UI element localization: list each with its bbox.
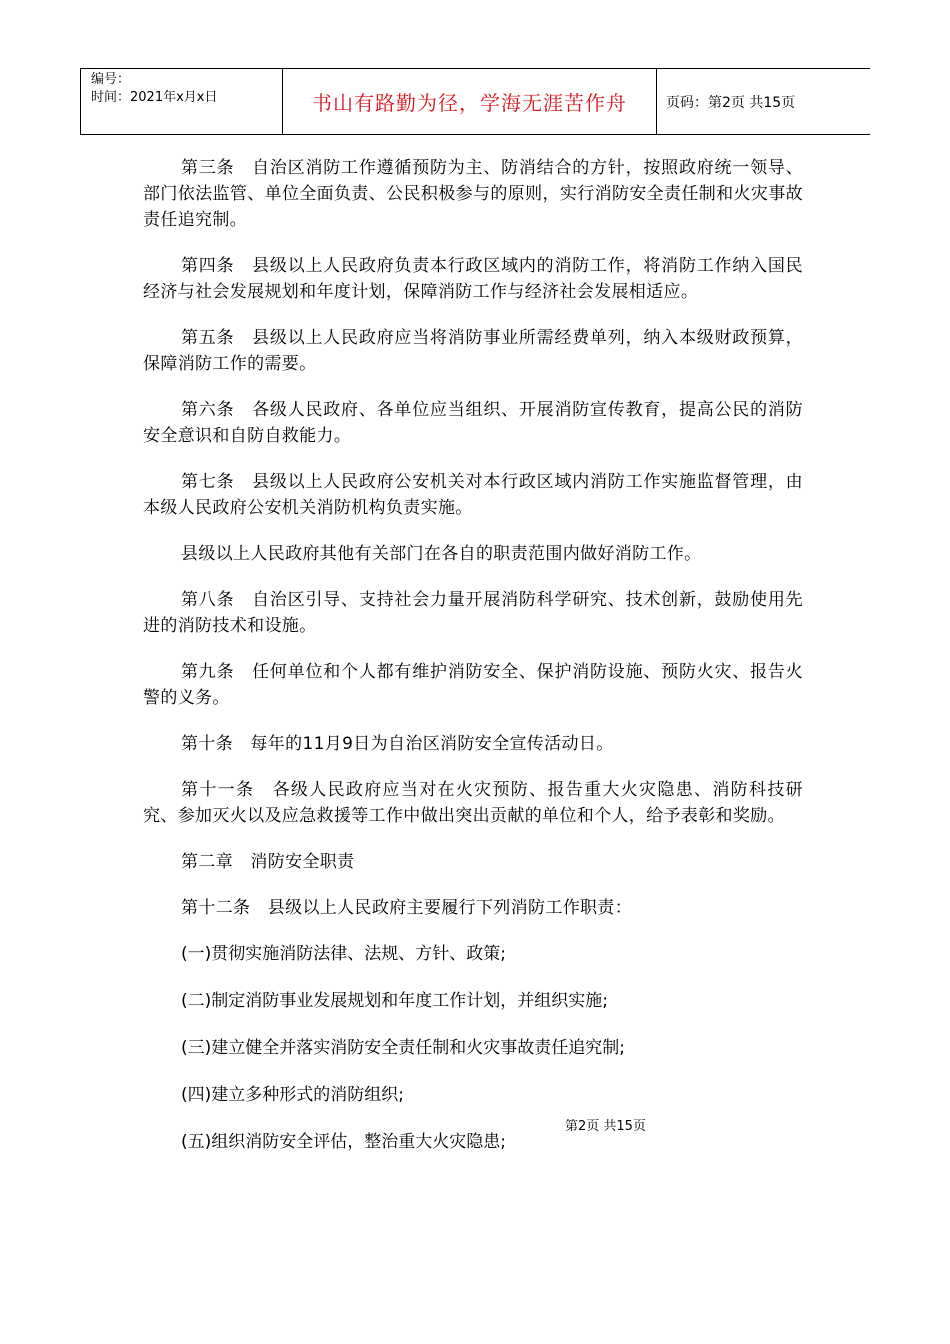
page-footer: 第2页 共15页 [565, 1119, 646, 1134]
list-item: (三)建立健全并落实消防安全责任制和火灾事故责任追究制; [181, 1038, 625, 1058]
article-9: 第九条 任何单位和个人都有维护消防安全、保护消防设施、预防火灾、报告火警的义务。 [143, 662, 803, 708]
list-item: (一)贯彻实施消防法律、法规、方针、政策; [181, 944, 506, 964]
header-page-cell [657, 69, 871, 134]
article-3: 第三条 自治区消防工作遵循预防为主、防消结合的方针，按照政府统一领导、部门依法监管、单位全面负责、公民积极参与的原则，实行消防安全责任制和火灾事故责任追究制。 [143, 158, 803, 230]
number-label: 编号： [91, 72, 131, 87]
document-body [143, 155, 803, 1176]
article-11: 第十一条 各级人民政府应当对在火灾预防、报告重大火灾隐患、消防科技研究、参加灭火以及应急救援等工作中做出突出贡献的单位和个人，给予表彰和奖励。 [143, 780, 803, 826]
time-label: 时间：2021年x月x日 [91, 90, 218, 105]
article-8: 第八条 自治区引导、支持社会力量开展消防科学研究、技术创新，鼓励使用先进的消防技术和设施。 [143, 590, 803, 636]
header-motto-cell [283, 69, 657, 134]
list-item: (四)建立多种形式的消防组织; [181, 1085, 404, 1105]
article-12: 第十二条 县级以上人民政府主要履行下列消防工作职责： [181, 898, 633, 918]
article-6: 第六条 各级人民政府、各单位应当组织、开展消防宣传教育，提高公民的消防安全意识和自防自救能力。 [143, 400, 803, 446]
list-item: (五)组织消防安全评估，整治重大火灾隐患; [181, 1132, 506, 1152]
header-table [80, 68, 870, 135]
article-5: 第五条 县级以上人民政府应当将消防事业所需经费单列，纳入本级财政预算，保障消防工作的需要。 [143, 328, 803, 374]
header-meta-cell [81, 69, 283, 134]
article-4: 第四条 县级以上人民政府负责本行政区域内的消防工作，将消防工作纳入国民经济与社会发展规划和年度计划，保障消防工作与经济社会发展相适应。 [143, 256, 803, 302]
list-item: (二)制定消防事业发展规划和年度工作计划，并组织实施; [181, 991, 608, 1011]
article-7: 第七条 县级以上人民政府公安机关对本行政区域内消防工作实施监督管理，由本级人民政府公安机关消防机构负责实施。 [143, 472, 803, 518]
article-10: 第十条 每年的11月9日为自治区消防安全宣传活动日。 [181, 734, 614, 754]
page-info: 页码：第2页 共15页 [666, 94, 796, 111]
article-7-continued: 县级以上人民政府其他有关部门在各自的职责范围内做好消防工作。 [181, 544, 702, 564]
chapter-2-heading: 第二章 消防安全职责 [181, 852, 355, 872]
motto-text: 书山有路勤为径，学海无涯苦作舟 [312, 91, 627, 115]
